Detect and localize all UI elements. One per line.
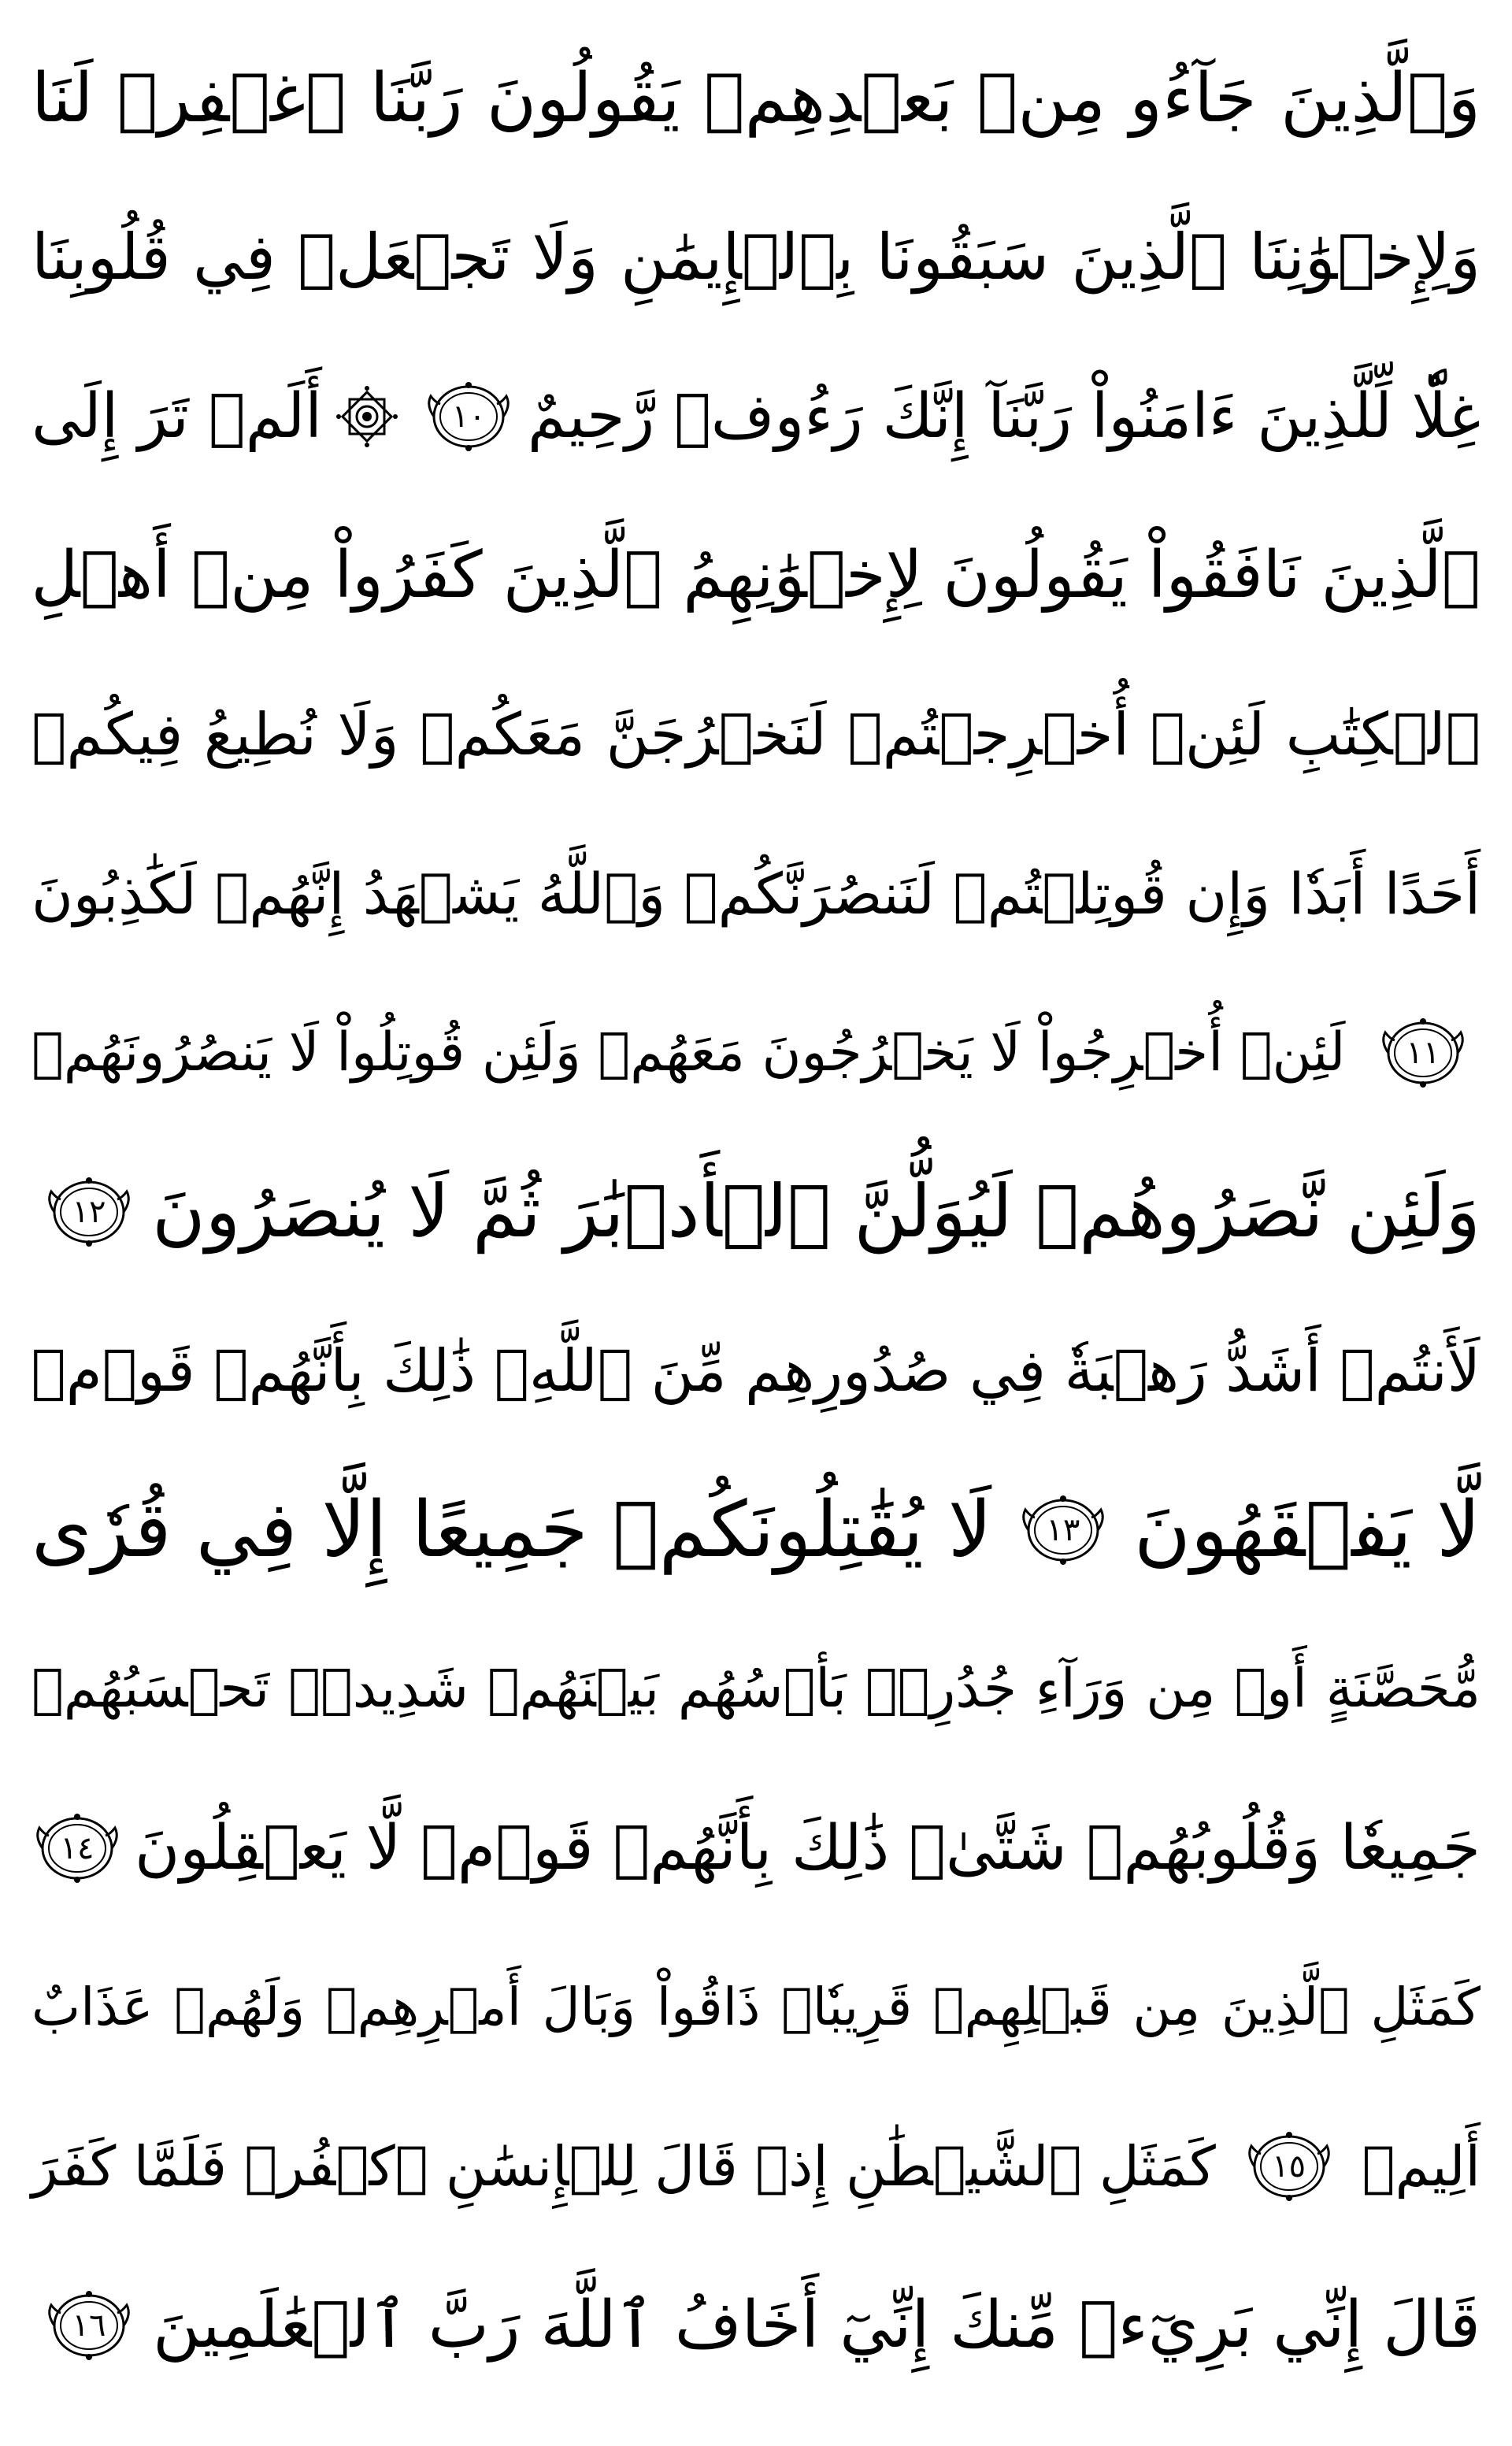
ayah-end-marker bbox=[43, 2289, 135, 2362]
verse-line-10 bbox=[32, 1455, 1480, 1605]
verse-line-14 bbox=[32, 2092, 1480, 2241]
ayah-number: ١٦ bbox=[72, 2307, 106, 2344]
verse-text: لَأَنتُمۡ أَشَدُّ رَهۡبَةٗ فِي صُدُورِهِم مِّنَ ٱللَّهِۚ ذَٰلِكَ بِأَنَّهُمۡ قَوۡمٞ bbox=[31, 1337, 1480, 1405]
ayah-number: ١٥ bbox=[1272, 2148, 1306, 2185]
verse-text: أَلَمۡ تَرَ إِلَى bbox=[32, 381, 322, 452]
verse-text: أَلِيمٞ bbox=[1362, 2134, 1480, 2199]
verse-text: جَمِيعٗا وَقُلُوبُهُمۡ شَتَّىٰۚ ذَٰلِكَ بِأَنَّهُمۡ قَوۡمٞ لَّا يَعۡقِلُونَ bbox=[134, 1813, 1480, 1884]
verse-line-7 bbox=[32, 978, 1480, 1128]
verse-text: وَٱلَّذِينَ جَآءُو مِنۢ بَعۡدِهِمۡ يَقُولُونَ رَبَّنَا ٱغۡفِرۡ لَنَا bbox=[32, 59, 1480, 138]
ayah-number: ١٤ bbox=[60, 1830, 94, 1866]
verse-line-3 bbox=[32, 342, 1480, 491]
verse-text: كَمَثَلِ ٱلشَّيۡطَٰنِ إِذۡ قَالَ لِلۡإِنسَٰنِ ٱكۡفُرۡ فَلَمَّا كَفَرَ bbox=[32, 2134, 1216, 2199]
ayah-end-marker bbox=[1017, 1494, 1110, 1566]
ayah-end-marker bbox=[1243, 2130, 1336, 2203]
verse-text: لَئِنۡ أُخۡرِجُواْ لَا يَخۡرُجُونَ مَعَهُمۡ وَلَئِن قُوتِلُواْ لَا يَنصُرُونَهُمۡ bbox=[32, 1021, 1346, 1084]
verse-text: وَلِإِخۡوَٰنِنَا ٱلَّذِينَ سَبَقُونَا بِٱلۡإِيمَٰنِ وَلَا تَجۡعَلۡ فِي قُلُوبِنَا bbox=[32, 221, 1480, 294]
verse-line-15 bbox=[32, 2251, 1480, 2400]
verse-line-2 bbox=[32, 183, 1480, 332]
verse-text: مُّحَصَّنَةٍ أَوۡ مِن وَرَآءِ جُدُرِۭۚ بَأۡسُهُم بَيۡنَهُمۡ شَدِيدٞۚ تَحۡسَبُهُمۡ bbox=[32, 1658, 1480, 1720]
verse-line-4 bbox=[32, 501, 1480, 650]
ayah-end-marker bbox=[43, 1176, 135, 1248]
verse-text: غِلّٗا لِّلَّذِينَ ءَامَنُواْ رَبَّنَآ إِنَّكَ رَءُوفٞ رَّحِيمٌ bbox=[527, 381, 1480, 452]
ayah-number: ١٣ bbox=[1046, 1512, 1080, 1548]
ayah-number: ١٠ bbox=[451, 398, 486, 435]
verse-line-5 bbox=[32, 660, 1480, 810]
verse-line-8 bbox=[32, 1137, 1480, 1287]
verse-line-6 bbox=[32, 819, 1480, 969]
verse-text: ٱلۡكِتَٰبِ لَئِنۡ أُخۡرِجۡتُمۡ لَنَخۡرُجَنَّ مَعَكُمۡ وَلَا نُطِيعُ فِيكُمۡ bbox=[32, 701, 1480, 769]
verse-text: لَا يُقَٰتِلُونَكُمۡ جَمِيعًا إِلَّا فِي قُرٗى bbox=[32, 1485, 992, 1575]
ayah-number: ١١ bbox=[1406, 1035, 1440, 1071]
verse-line-12 bbox=[32, 1773, 1480, 1923]
rub-el-hizb-icon bbox=[336, 386, 398, 447]
verse-text: قَالَ إِنِّي بَرِيٓءٞ مِّنكَ إِنِّيٓ أَخَافُ ٱللَّهَ رَبَّ ٱلۡعَٰلَمِينَ bbox=[153, 2288, 1480, 2363]
verse-text: لَّا يَفۡقَهُونَ bbox=[1133, 1485, 1480, 1575]
verse-text: أَحَدًا أَبَدٗا وَإِن قُوتِلۡتُمۡ لَنَنصُرَنَّكُمۡ وَٱللَّهُ يَشۡهَدُ إِنَّهُمۡ لَكَٰذِبُونَ bbox=[32, 861, 1480, 927]
ayah-number: ١٢ bbox=[72, 1194, 106, 1230]
verse-text: ٱلَّذِينَ نَافَقُواْ يَقُولُونَ لِإِخۡوَٰنِهِمُ ٱلَّذِينَ كَفَرُواْ مِنۡ أَهۡلِ bbox=[31, 538, 1480, 613]
ayah-end-marker bbox=[31, 1812, 124, 1885]
verse-line-9 bbox=[32, 1296, 1480, 1446]
verse-line-11 bbox=[32, 1614, 1480, 1764]
verse-text: كَمَثَلِ ٱلَّذِينَ مِن قَبۡلِهِمۡ قَرِيبٗاۖ ذَاقُواْ وَبَالَ أَمۡرِهِمۡ وَلَهُمۡ عَذَابٌ bbox=[32, 1977, 1480, 2037]
ayah-end-marker bbox=[422, 380, 515, 453]
verse-text: وَلَئِن نَّصَرُوهُمۡ لَيُوَلُّنَّ ٱلۡأَدۡبَٰرَ ثُمَّ لَا يُنصَرُونَ bbox=[152, 1169, 1480, 1254]
verse-line-13 bbox=[32, 1933, 1480, 2082]
ayah-end-marker bbox=[1377, 1017, 1469, 1089]
verse-line-1 bbox=[32, 24, 1480, 173]
